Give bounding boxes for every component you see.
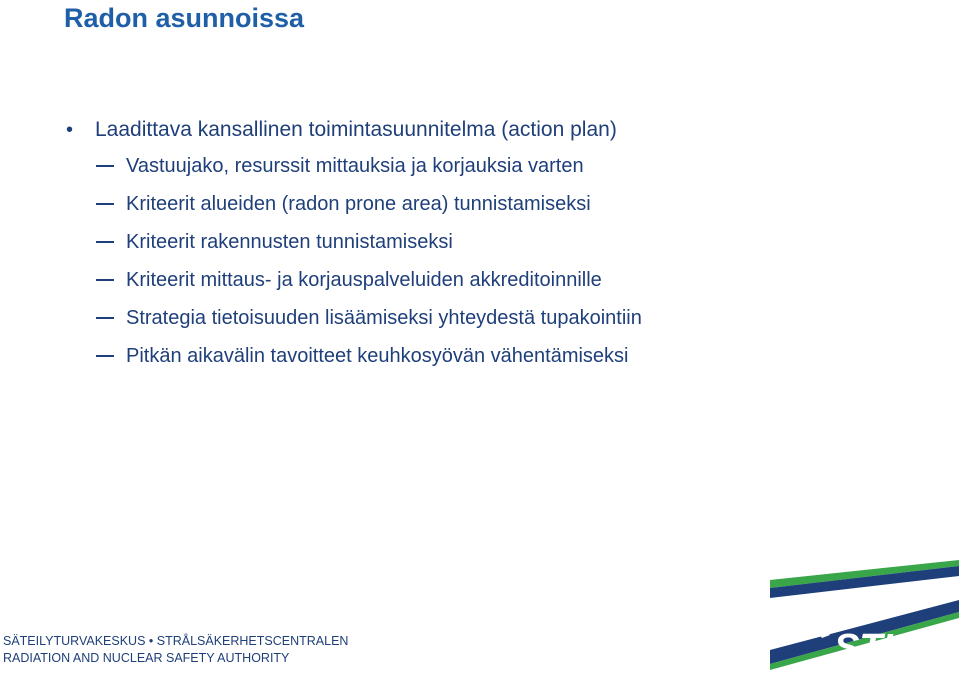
dash-icon [96, 279, 114, 281]
bullet-dot-icon: • [66, 119, 74, 141]
dash-icon [96, 203, 114, 205]
sub-bullet-text: Kriteerit alueiden (radon prone area) tunnistamiseksi [126, 193, 591, 215]
stuk-logo-icon [770, 560, 959, 679]
dash-icon [96, 355, 114, 357]
logo-text: STUK [834, 627, 938, 669]
sub-bullet-text: Kriteerit rakennusten tunnistamiseksi [126, 231, 453, 253]
main-bullet-text: Laadittava kansallinen toimintasuunnitelma (action plan) [95, 118, 617, 141]
footer-authority-name: RADIATION AND NUCLEAR SAFETY AUTHORITY [3, 651, 290, 665]
sub-bullet-text: Strategia tietoisuuden lisäämiseksi yhteydestä tupakointiin [126, 307, 642, 329]
sub-bullet-text: Pitkän aikavälin tavoitteet keuhkosyövän vähentämiseksi [126, 345, 629, 367]
sub-bullet-text: Kriteerit mittaus- ja korjauspalveluiden akkreditoinnille [126, 269, 602, 291]
footer-org-names: SÄTEILYTURVAKESKUS • STRÅLSÄKERHETSCENTRALEN [3, 634, 349, 648]
dash-icon [96, 165, 114, 167]
sub-bullet-text: Vastuujako, resurssit mittauksia ja korjauksia varten [126, 155, 584, 177]
slide-title: Radon asunnoissa [64, 3, 305, 33]
stuk-logo [770, 560, 959, 679]
dash-icon [96, 317, 114, 319]
dash-icon [96, 241, 114, 243]
